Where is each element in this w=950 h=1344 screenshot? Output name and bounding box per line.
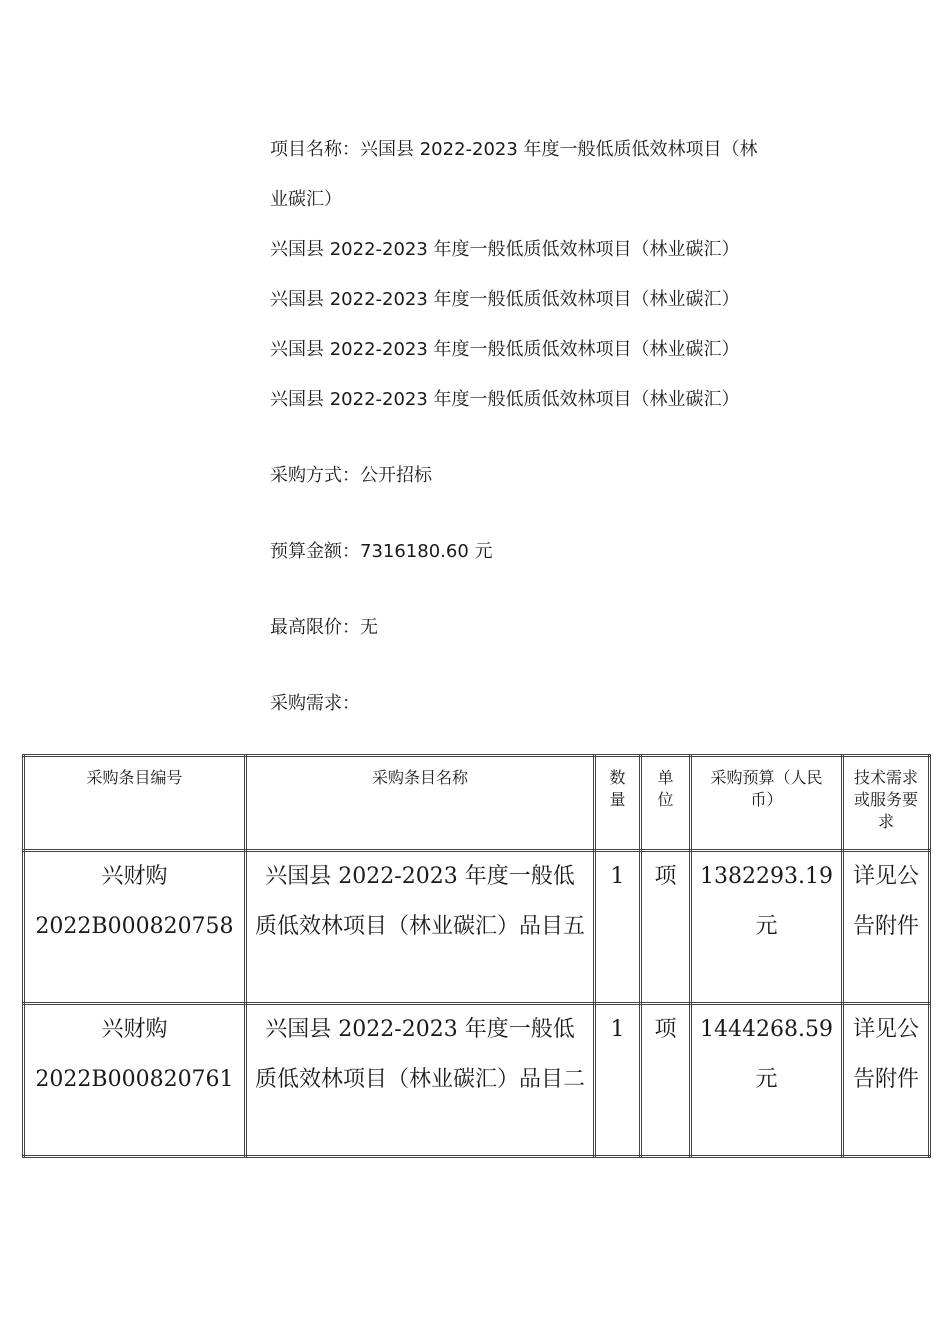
cell-budget: 1444268.59 元	[691, 1004, 843, 1157]
procurement-method-label: 采购方式：	[270, 465, 360, 486]
procurement-method	[270, 464, 432, 488]
table-row	[24, 1004, 930, 1157]
budget-amount-value: 7316180.60 元	[360, 541, 493, 562]
cell-item-name: 兴国县 2022-2023 年度一般低质低效林项目（林业碳汇）品目二	[246, 1004, 595, 1157]
cell-unit: 项	[641, 851, 691, 1004]
cell-requirements: 详见公告附件	[843, 1004, 930, 1157]
cell-quantity: 1	[595, 851, 641, 1004]
cell-item-name: 兴国县 2022-2023 年度一般低质低效林项目（林业碳汇）品目五	[246, 851, 595, 1004]
cell-item-code	[24, 851, 246, 1004]
procurement-table	[22, 754, 931, 1158]
item-code: 2022B000820761	[35, 1067, 234, 1092]
cell-unit: 项	[641, 1004, 691, 1157]
header-requirements: 技术需求或服务要求	[843, 756, 930, 851]
project-name-line2: 业碳汇）	[270, 189, 342, 210]
header-item-code: 采购条目编号	[24, 756, 246, 851]
cell-item-code	[24, 1004, 246, 1157]
max-price-label: 最高限价：	[270, 617, 360, 638]
table-header-row	[24, 756, 930, 851]
procurement-demand-label: 采购需求：	[270, 693, 360, 714]
cell-requirements: 详见公告附件	[843, 851, 930, 1004]
budget-amount-label: 预算金额：	[270, 541, 360, 562]
item-code-prefix: 兴财购	[101, 864, 168, 889]
item-code: 2022B000820758	[35, 914, 234, 939]
project-repeat-line: 兴国县 2022-2023 年度一般低质低效林项目（林业碳汇）	[270, 289, 740, 310]
header-budget: 采购预算（人民币）	[691, 756, 843, 851]
project-name-value-line1: 兴国县 2022-2023 年度一般低质低效林项目（林	[360, 139, 758, 160]
header-unit: 单位	[641, 756, 691, 851]
max-price	[270, 616, 378, 640]
header-item-name: 采购条目名称	[246, 756, 595, 851]
procurement-method-value: 公开招标	[360, 465, 432, 486]
cell-quantity: 1	[595, 1004, 641, 1157]
header-quantity: 数量	[595, 756, 641, 851]
budget-amount	[270, 540, 493, 564]
item-code-prefix: 兴财购	[101, 1017, 168, 1042]
cell-budget: 1382293.19 元	[691, 851, 843, 1004]
project-name-line1	[270, 138, 758, 162]
project-repeat-line: 兴国县 2022-2023 年度一般低质低效林项目（林业碳汇）	[270, 339, 740, 360]
table-row	[24, 851, 930, 1004]
max-price-value: 无	[360, 617, 378, 638]
project-repeat-line: 兴国县 2022-2023 年度一般低质低效林项目（林业碳汇）	[270, 239, 740, 260]
project-repeat-line: 兴国县 2022-2023 年度一般低质低效林项目（林业碳汇）	[270, 389, 740, 410]
project-name-label: 项目名称：	[270, 139, 360, 160]
